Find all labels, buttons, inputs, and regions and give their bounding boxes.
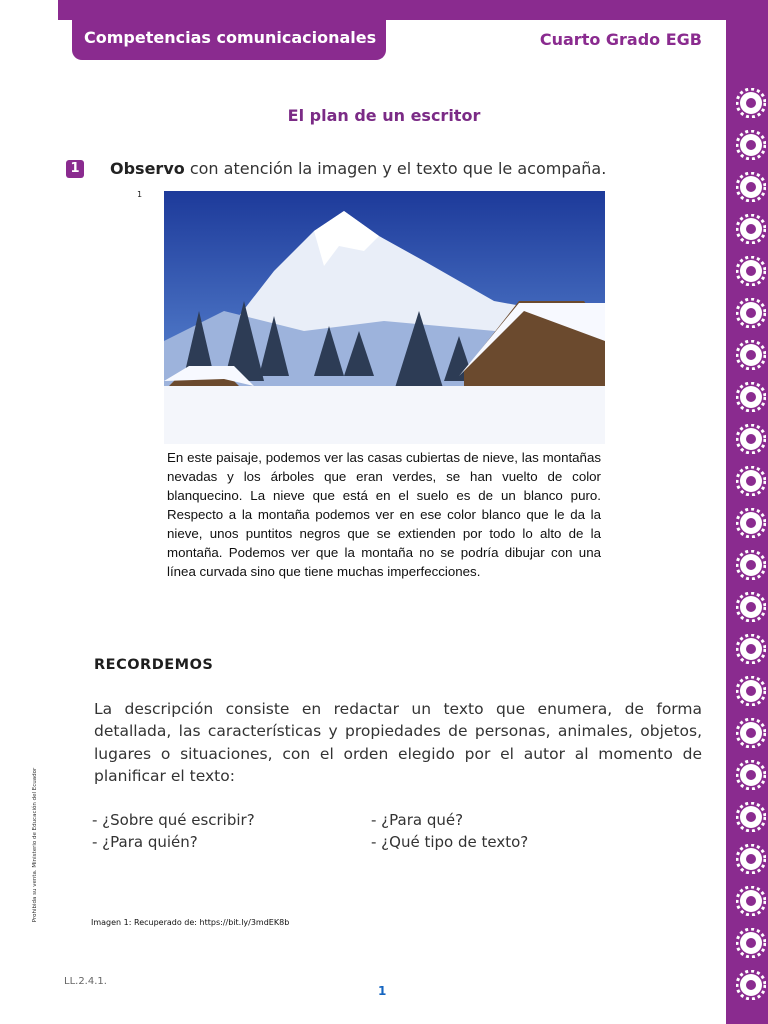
question-item: - ¿Sobre qué escribir?	[92, 811, 255, 829]
subject-title: Competencias comunicacionales	[84, 28, 377, 47]
snowy-landscape-image	[164, 191, 605, 444]
gear-icon	[736, 298, 766, 328]
gear-icon	[736, 340, 766, 370]
gear-icon	[736, 424, 766, 454]
gear-icon	[736, 508, 766, 538]
instruction-text: con atención la imagen y el texto que le acompaña.	[184, 159, 607, 178]
gear-icon	[736, 214, 766, 244]
page-title: El plan de un escritor	[287, 106, 481, 125]
activity-instruction	[110, 159, 606, 178]
gear-icon	[736, 634, 766, 664]
question-item: - ¿Para qué?	[371, 811, 464, 829]
gear-icon	[736, 592, 766, 622]
gear-icon	[736, 802, 766, 832]
gear-icon	[736, 844, 766, 874]
question-item: - ¿Para quién?	[92, 833, 198, 851]
gear-icon	[736, 970, 766, 1000]
gear-icon	[736, 760, 766, 790]
recordemos-heading: RECORDEMOS	[94, 657, 214, 673]
image-reference: 1	[137, 190, 143, 199]
gear-icon	[736, 550, 766, 580]
image-caption: En este paisaje, podemos ver las casas cubiertas de nieve, las montañas nevadas y los árboles que eran verdes, se han vuelto de color blanquecino. La nieve que está en el suelo es de un blanco puro. Respecto a la montaña podemos ver en ese color blanco que le da la nieve, unos puntitos negros que se extienden por todo lo alto de la montaña. Podemos ver que la montaña no se podría dibujar con una línea curvada sino que tiene muchas imperfecciones.	[167, 450, 601, 579]
gear-icon	[736, 382, 766, 412]
gear-icon	[736, 676, 766, 706]
gear-icon	[736, 466, 766, 496]
decorative-sidebar	[726, 0, 768, 1024]
instruction-verb: Observo	[110, 159, 185, 178]
question-item: - ¿Qué tipo de texto?	[371, 833, 529, 851]
gear-icon	[736, 172, 766, 202]
curriculum-code: LL.2.4.1.	[64, 976, 107, 987]
activity-number: 1	[66, 160, 84, 178]
gear-icon	[736, 718, 766, 748]
gear-icon	[736, 130, 766, 160]
image-credit: Imagen 1: Recuperado de: https://bit.ly/3mdEK8b	[91, 918, 290, 927]
gear-icon	[736, 928, 766, 958]
recordemos-body: La descripción consiste en redactar un texto que enumera, de forma detallada, las características y propiedades de personas, animales, objetos, lugares o situaciones, con el orden elegido por el autor al momento de planificar el texto:	[94, 700, 702, 785]
gear-icon	[736, 256, 766, 286]
side-note: Prohibida su venta. Ministerio de Educación del Ecuador	[32, 767, 38, 923]
gear-icon	[736, 886, 766, 916]
page-number: 1	[378, 984, 387, 998]
grade-label: Cuarto Grado EGB	[539, 30, 702, 49]
